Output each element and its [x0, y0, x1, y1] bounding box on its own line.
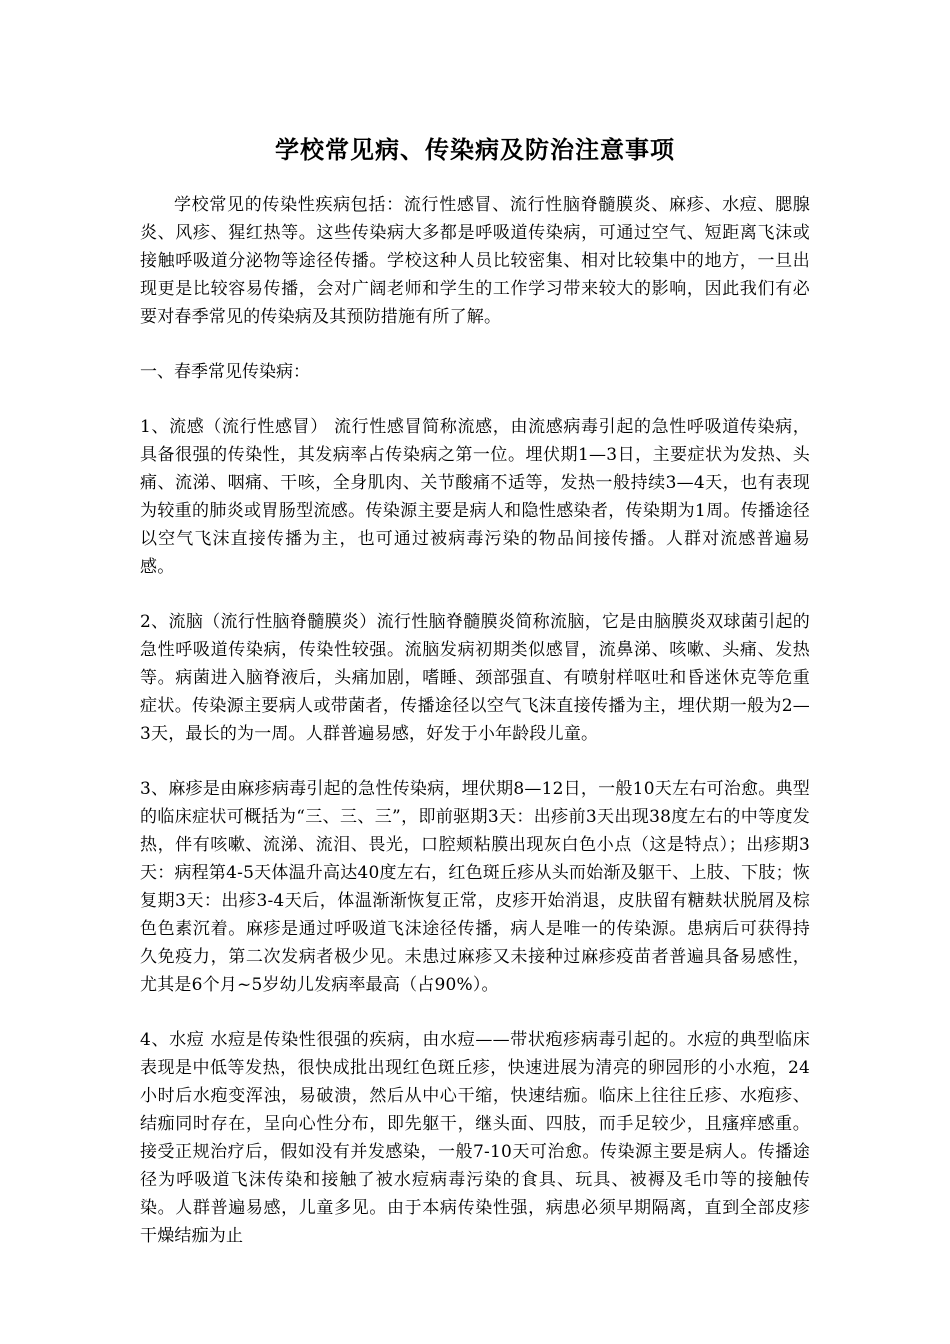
document-title: 学校常见病、传染病及防治注意事项 [275, 135, 675, 164]
item-chickenpox: 4、水痘 水痘是传染性很强的疾病，由水痘——带状疱疹病毒引起的。水痘的典型临床表现是中低等发热，很快成批出现红色斑丘疹，快速进展为清亮的卵园形的小水疱，24小时后水疱变浑浊，易破溃，然后从中心干缩，快速结痂。临床上往往丘疹、水疱疹、结痂同时存在，呈向心性分布，即先躯干，继头面、四肢，而手足较少，且瘙痒感重。接受正规治疗后，假如没有并发感染，一般7-10天可治愈。传染源主要是病人。传播途径为呼吸道飞沫传染和接触了被水痘病毒污染的食具、玩具、被褥及毛巾等的接触传染。人群普遍易感，儿童多见。由于本病传染性强，病患必须早期隔离，直到全部皮疹干燥结痂为止 [140, 1030, 810, 1246]
item-meningitis: 2、流脑（流行性脑脊髓膜炎）流行性脑脊髓膜炎简称流脑，它是由脑膜炎双球菌引起的急性呼吸道传染病，传染性较强。流脑发病初期类似感冒，流鼻涕、咳嗽、头痛、发热等。病菌进入脑脊液后，头痛加剧，嗜睡、颈部强直、有喷射样呕吐和昏迷休克等危重症状。传染源主要病人或带菌者，传播途径以空气飞沫直接传播为主，埋伏期一般为2—3天，最长的为一周。人群普遍易感，好发于小年龄段儿童。 [140, 612, 810, 744]
item-flu: 1、流感（流行性感冒） 流行性感冒简称流感，由流感病毒引起的急性呼吸道传染病，具备很强的传染性，其发病率占传染病之第一位。埋伏期1—3日，主要症状为发热、头痛、流涕、咽痛、干咳，全身肌肉、关节酸痛不适等，发热一般持续3—4天，也有表现为较重的肺炎或胃肠型流感。传染源主要是病人和隐性感染者，传染期为1周。传播途径以空气飞沫直接传播为主，也可通过被病毒污染的物品间接传播。人群对流感普遍易感。 [140, 417, 810, 577]
document-page [140, 130, 810, 1277]
section-heading: 一、春季常见传染病： [140, 362, 310, 382]
intro-paragraph: 学校常见的传染性疾病包括：流行性感冒、流行性脑脊髓膜炎、麻疹、水痘、腮腺炎、风疹、猩红热等。这些传染病大多都是呼吸道传染病，可通过空气、短距离飞沫或接触呼吸道分泌物等途径传播。学校这种人员比较密集、相对比较集中的地方，一旦出现更是比较容易传播，会对广阔老师和学生的工作学习带来较大的影响，因此我们有必要对春季常见的传染病及其预防措施有所了解。 [140, 195, 810, 327]
item-measles: 3、麻疹是由麻疹病毒引起的急性传染病，埋伏期8—12日，一般10天左右可治愈。典型的临床症状可概括为“三、三、三”，即前驱期3天：出疹前3天出现38度左右的中等度发热，伴有咳嗽、流涕、流泪、畏光，口腔颊粘膜出现灰白色小点（这是特点）；出疹期3天：病程第4-5天体温升高达40度左右，红色斑丘疹从头而始渐及躯干、上肢、下肢；恢复期3天：出疹3-4天后，体温渐渐恢复正常，皮疹开始消退，皮肤留有糖麸状脱屑及棕色色素沉着。麻疹是通过呼吸道飞沫途径传播，病人是唯一的传染源。患病后可获得持久免疫力，第二次发病者极少见。未患过麻疹又未接种过麻疹疫苗者普遍具备易感性，尤其是6个月~5岁幼儿发病率最高（占90%）。 [140, 779, 810, 995]
